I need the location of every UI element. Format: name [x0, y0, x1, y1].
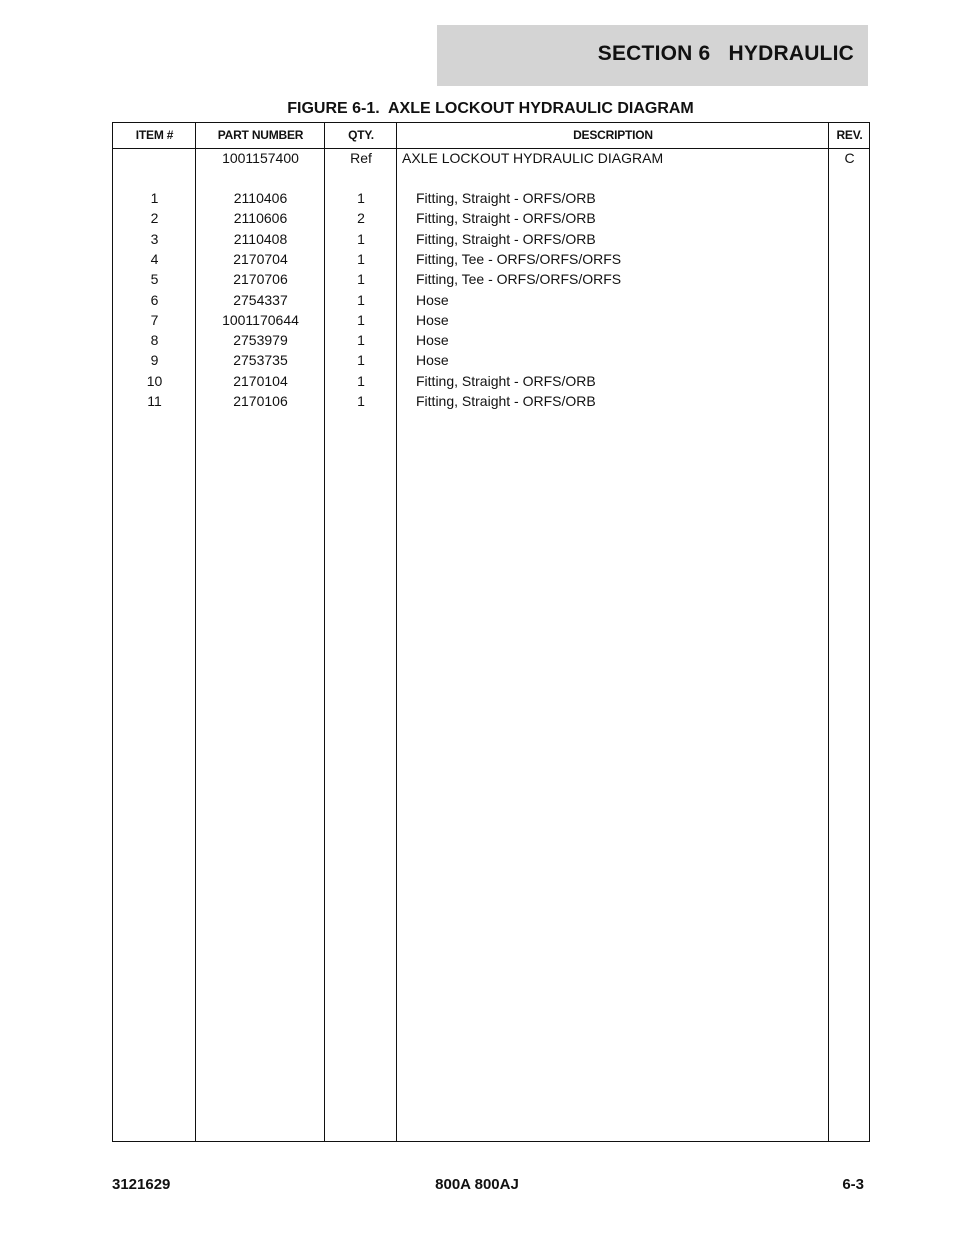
column-header-rev: REV. — [836, 128, 863, 142]
table-row — [113, 391, 869, 411]
rev-cell — [829, 269, 870, 289]
table-row — [113, 229, 869, 249]
description-cell: AXLE LOCKOUT HYDRAULIC DIAGRAM — [402, 150, 664, 166]
description-cell: Fitting, Tee - ORFS/ORFS/ORFS — [416, 271, 622, 287]
table-row — [113, 371, 869, 391]
figure-title: FIGURE 6-1. AXLE LOCKOUT HYDRAULIC DIAGRAM — [287, 100, 694, 117]
item-cell: 7 — [150, 312, 159, 328]
description-cell: Fitting, Straight - ORFS/ORB — [416, 393, 596, 409]
rev-cell — [829, 229, 870, 249]
qty-cell: 1 — [357, 312, 365, 328]
column-header-qty: QTY. — [348, 128, 374, 142]
rev-cell — [829, 330, 870, 350]
rev-cell — [829, 188, 870, 208]
footer-page-number: 6-3 — [842, 1176, 864, 1193]
description-cell: Fitting, Straight - ORFS/ORB — [416, 190, 596, 206]
description-cell: Fitting, Straight - ORFS/ORB — [416, 231, 596, 247]
description-cell: Fitting, Tee - ORFS/ORFS/ORFS — [416, 251, 622, 267]
table-row — [113, 208, 869, 228]
qty-cell: 1 — [357, 352, 365, 368]
footer-doc-number: 3121629 — [112, 1176, 171, 1193]
parts-table — [112, 122, 870, 1142]
table-row — [113, 310, 869, 330]
footer-model: 800A 800AJ — [435, 1176, 519, 1193]
part-number-cell: 2170104 — [233, 373, 288, 389]
description-cell: Fitting, Straight - ORFS/ORB — [416, 373, 596, 389]
rev-cell: C — [844, 150, 855, 166]
item-cell: 1 — [150, 190, 159, 206]
part-number-cell: 2110606 — [233, 210, 288, 226]
qty-cell: 1 — [357, 292, 365, 308]
item-cell: 10 — [146, 373, 163, 389]
item-cell: 9 — [150, 352, 159, 368]
rev-cell — [829, 249, 870, 269]
description-cell: Hose — [416, 332, 449, 348]
table-row — [113, 269, 869, 289]
part-number-cell: 2753979 — [233, 332, 288, 348]
qty-cell: Ref — [350, 150, 372, 166]
rev-cell — [829, 371, 870, 391]
item-cell: 2 — [150, 210, 159, 226]
table-row — [113, 188, 869, 208]
qty-cell: 1 — [357, 251, 365, 267]
qty-cell: 1 — [357, 373, 365, 389]
item-cell: 11 — [147, 393, 162, 409]
column-header-item: ITEM # — [135, 128, 174, 142]
qty-cell: 1 — [357, 271, 365, 287]
rev-cell — [829, 391, 870, 411]
item-cell: 3 — [150, 231, 159, 247]
qty-cell: 2 — [357, 210, 365, 226]
description-cell: Hose — [416, 352, 449, 368]
part-number-cell: 2170704 — [233, 251, 288, 267]
section-banner — [437, 25, 868, 86]
part-number-cell: 2110408 — [233, 231, 288, 247]
part-number-cell: 2110406 — [233, 190, 288, 206]
rev-cell — [829, 310, 870, 330]
qty-cell: 1 — [357, 190, 365, 206]
description-cell: Fitting, Straight - ORFS/ORB — [416, 210, 596, 226]
item-cell: 6 — [150, 292, 159, 308]
table-row — [113, 148, 869, 168]
rev-cell — [829, 350, 870, 370]
part-number-cell: 2753735 — [233, 352, 288, 368]
rev-cell — [829, 290, 870, 310]
item-cell: 8 — [150, 332, 159, 348]
column-header-part-number: PART NUMBER — [217, 128, 304, 142]
part-number-cell: 1001157400 — [222, 150, 299, 166]
item-cell: 4 — [150, 251, 159, 267]
section-title: SECTION 6 HYDRAULIC — [597, 42, 854, 65]
description-cell: Hose — [416, 312, 449, 328]
table-row — [113, 330, 869, 350]
rev-cell — [829, 208, 870, 228]
part-number-cell: 2170106 — [233, 393, 288, 409]
part-number-cell: 1001170644 — [222, 312, 299, 328]
column-header-description: DESCRIPTION — [573, 128, 653, 142]
table-row — [113, 249, 869, 269]
description-cell: Hose — [416, 292, 449, 308]
item-cell: 5 — [150, 271, 159, 287]
qty-cell: 1 — [357, 393, 365, 409]
qty-cell: 1 — [357, 231, 365, 247]
item-cell — [113, 148, 196, 168]
table-row — [113, 290, 869, 310]
qty-cell: 1 — [357, 332, 365, 348]
part-number-cell: 2170706 — [233, 271, 288, 287]
part-number-cell: 2754337 — [233, 292, 288, 308]
table-row — [113, 350, 869, 370]
